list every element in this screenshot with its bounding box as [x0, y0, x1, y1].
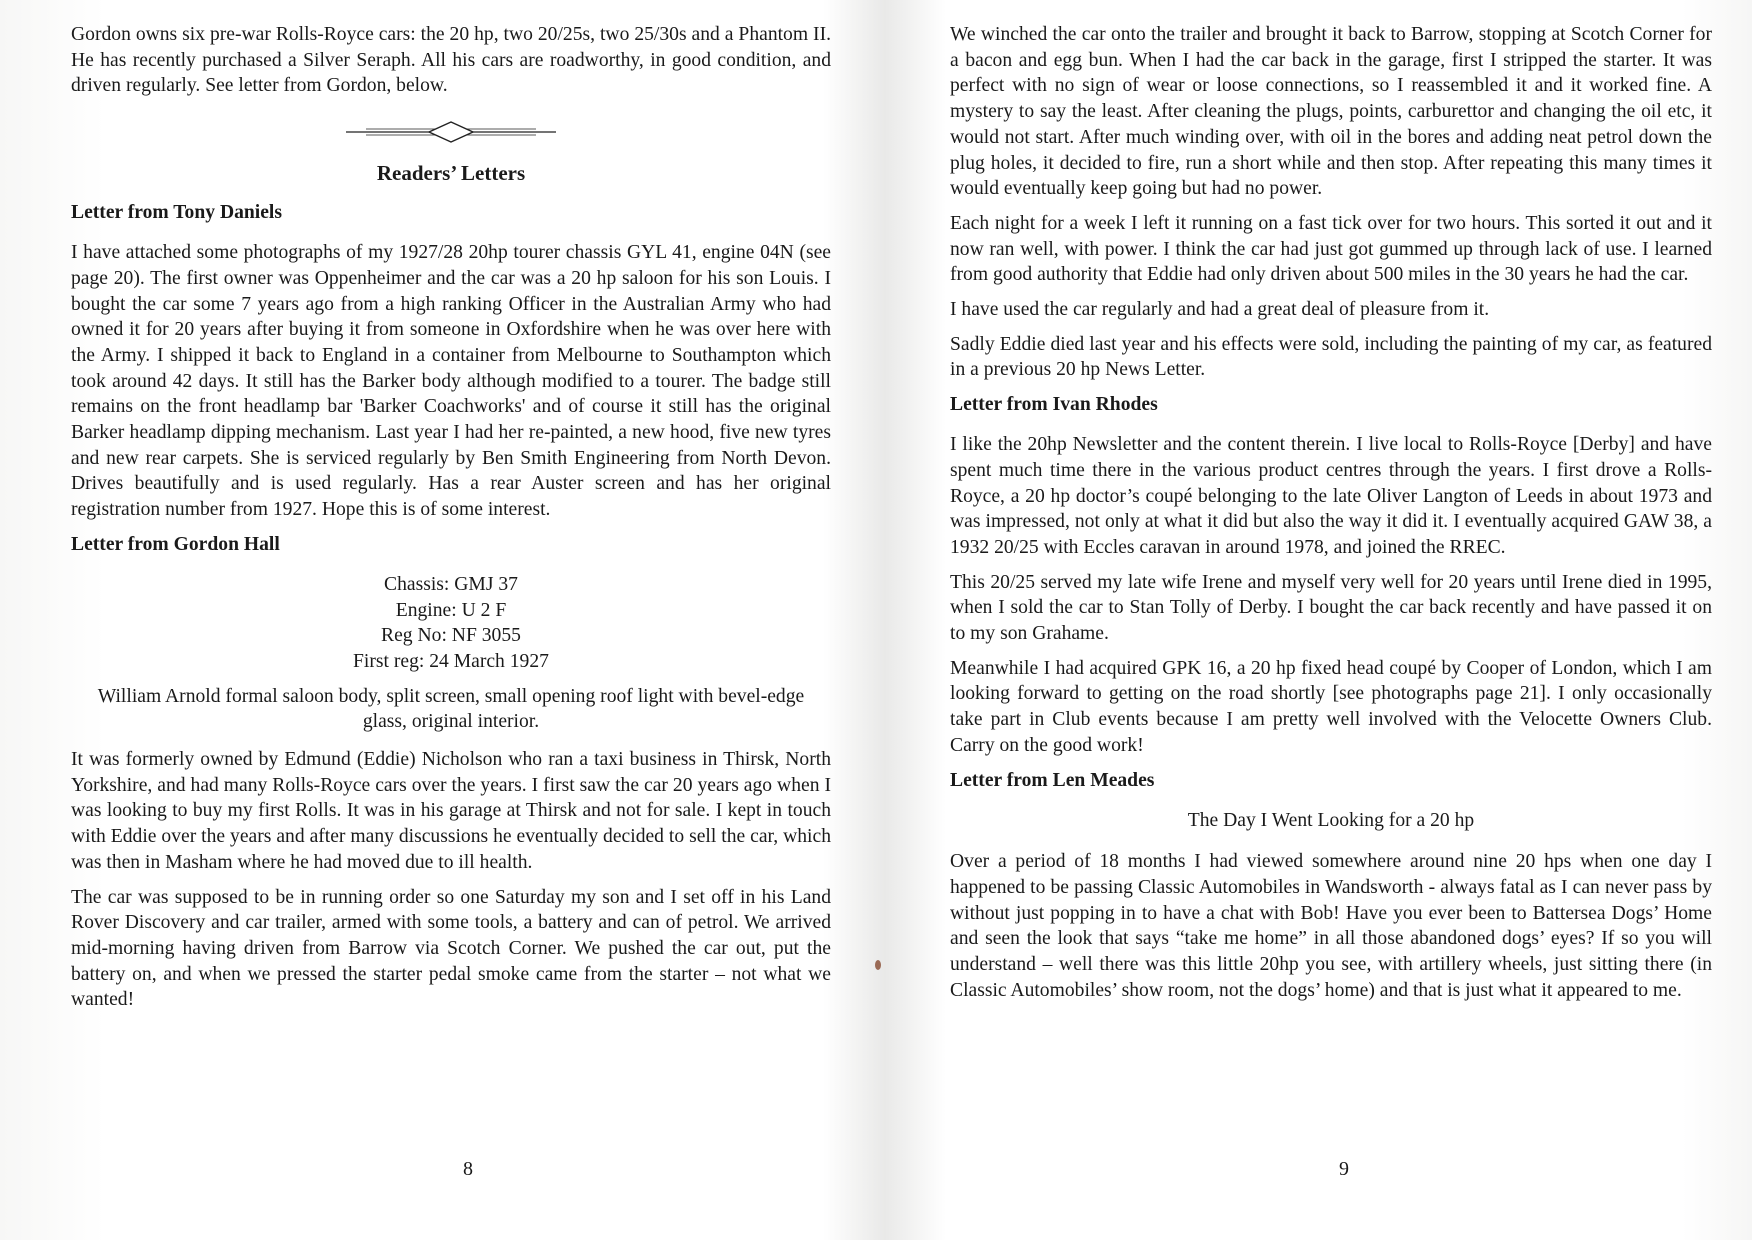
- ivan-rhodes-paragraph-3: Meanwhile I had acquired GPK 16, a 20 hp fixed head coupé by Cooper of London, which I am looking forward to getting on the road shortly [see photographs page 21]. I only occasionally take part in Club events because I am pretty well involved with the Velocette Owners Club. Carry on the good work!: [950, 657, 1712, 756]
- section-title: Readers’ Letters: [376, 161, 526, 186]
- gordon-hall-paragraph-5: I have used the car regularly and had a great deal of pleasure from it.: [950, 299, 1490, 321]
- letter-heading-ivan-rhodes: Letter from Ivan Rhodes: [950, 394, 1158, 416]
- right-text-column: [950, 22, 1712, 1013]
- gordon-hall-paragraph-1: It was formerly owned by Edmund (Eddie) Nicholson who ran a taxi business in Thirsk, North Yorkshire, and had many Rolls-Royce cars over the years. I first saw the car 20 years ago when I was looking to buy my first Rolls. It was in his garage at Thirsk and not for sale. I kept in touch with Eddie over the years and after many discussions he eventually decided to sell the car, which was then in Masham where he had moved due to ill health.: [71, 749, 831, 873]
- page-number-right: 9: [1339, 1158, 1349, 1180]
- left-text-column: [71, 22, 831, 1022]
- intro-paragraph: Gordon owns six pre-war Rolls-Royce cars: the 20 hp, two 20/25s, two 25/30s and a Phantom II. He has recently purchased a Silver Seraph. All his cars are roadworthy, in good condition, and driven regularly. See letter from Gordon, below.: [71, 24, 831, 97]
- car-spec-block: [71, 572, 831, 675]
- letter-heading-len-meades: Letter from Len Meades: [950, 769, 1155, 791]
- right-page: [876, 0, 1752, 1240]
- paper-mark: [875, 960, 881, 970]
- letter-tony-daniels-text: I have attached some photographs of my 1927/28 20hp tourer chassis GYL 41, engine 04N (see page 20). The first owner was Oppenheimer and the car was a 20 hp saloon for his son Louis. I bought the car some 7 years ago from a high ranking Officer in the Australian Army who had owned it for 20 years after buying it from someone in Oxfordshire when he was over here with the Army. I shipped it back to England in a container from Melbourne to Southampton which took around 42 days. It still has the Barker body although modified to a tourer. The badge still remains on the front headlamp bar 'Barker Coachworks' and of course it still has the original Barker headlamp dipping mechanism. Last year I had her re-painted, a new hood, five new tyres and new rear carpets. She is serviced regularly by Ben Smith Engineering from North Devon. Drives beautifully and is used regularly. Has a rear Auster screen and has her original registration number from 1927. Hope this is of some interest.: [71, 242, 831, 521]
- len-meades-subtitle: The Day I Went Looking for a 20 hp: [1187, 809, 1475, 831]
- spec-chassis: Chassis: GMJ 37: [384, 573, 518, 595]
- letter-heading-gordon-hall: Letter from Gordon Hall: [71, 533, 280, 555]
- body-description: William Arnold formal saloon body, split screen, small opening roof light with bevel-edge glass, original interior.: [97, 685, 805, 733]
- gordon-hall-paragraph-3: We winched the car onto the trailer and brought it back to Barrow, stopping at Scotch Corner for a bacon and egg bun. When I had the car back in the garage, first I stripped the starter. It was perfect with no sign of wear or loose connections, so I reassembled it and it worked fine. A mystery to say the least. After cleaning the plugs, points, carburettor and changing the oil etc, it would not start. After much winding over, with oil in the bores and adding neat petrol down the plug holes, it decided to fire, run a short while and then stop. After repeating this many times it would eventually keep going but had no power.: [950, 24, 1712, 200]
- divider-ornament-icon: [346, 119, 556, 145]
- page-number-left: 8: [463, 1158, 473, 1180]
- gordon-hall-paragraph-4: Each night for a week I left it running on a fast tick over for two hours. This sorted it out and it now ran well, with power. I think the car had just got gummed up through lack of use. I learned from good authority that Eddie had only driven about 500 miles in the 30 years he had the car.: [950, 212, 1712, 286]
- gordon-hall-paragraph-6: Sadly Eddie died last year and his effects were sold, including the painting of my car, as featured in a previous 20 hp News Letter.: [950, 333, 1712, 381]
- gordon-hall-paragraph-2: The car was supposed to be in running order so one Saturday my son and I set off in his Land Rover Discovery and car trailer, armed with some tools, a battery and can of petrol. We arrived mid-morning having driven from Barrow via Scotch Corner. We pushed the car out, put the battery on, and when we pressed the starter pedal smoke came from the starter – not what we wanted!: [71, 886, 831, 1011]
- len-meades-paragraph-1: Over a period of 18 months I had viewed somewhere around nine 20 hps when one day I happened to be passing Classic Automobiles in Wandsworth - always fatal as I can never pass by without just popping in to have a chat with Bob! Have you ever been to Battersea Dogs’ Home and seen the look that says “take me home” in all those abandoned dogs’ eyes? If so you will understand – well there was this little 20hp you see, with artillery wheels, just sitting there (in Classic Automobiles’ show room, not the dogs’ home) and that is just what it appeared to me.: [950, 851, 1712, 1001]
- spec-first-reg: First reg: 24 March 1927: [353, 650, 549, 672]
- spec-reg-no: Reg No: NF 3055: [381, 625, 521, 647]
- spec-engine: Engine: U 2 F: [395, 599, 507, 621]
- ivan-rhodes-paragraph-1: I like the 20hp Newsletter and the content therein. I live local to Rolls-Royce [Derby] and have spent much time there in the various product centres through the years. I first drove a Rolls-Royce, a 20 hp doctor’s coupé belonging to the late Oliver Langton of Leeds in about 1973 and was impressed, not only at what it did but also the way it did it. I eventually acquired GAW 38, a 1932 20/25 with Eccles caravan in around 1978, and joined the RREC.: [950, 434, 1712, 558]
- letter-heading-tony-daniels: Letter from Tony Daniels: [71, 202, 282, 224]
- ivan-rhodes-paragraph-2: This 20/25 served my late wife Irene and myself very well for 20 years until Irene died in 1995, when I sold the car to Stan Tolly of Derby. I bought the car back recently and have passed it on to my son Grahame.: [950, 571, 1712, 645]
